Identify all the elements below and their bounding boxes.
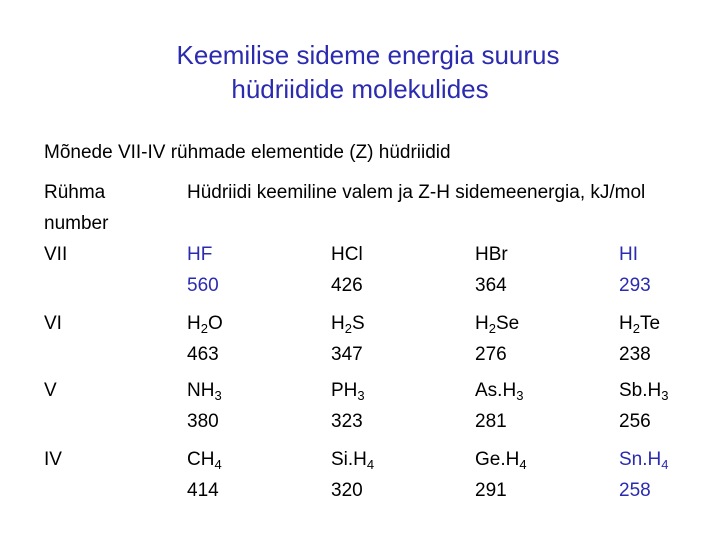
- formula-text: CH: [187, 449, 215, 470]
- hydride-formula: [475, 444, 527, 475]
- formula-subscript: 3: [516, 388, 524, 403]
- formula-text: O: [207, 313, 223, 334]
- bond-energy-value: 463: [187, 344, 219, 365]
- bond-energy-value: 560: [187, 275, 219, 296]
- formula-subscript: 3: [214, 388, 222, 403]
- bond-energy-value: 238: [619, 344, 651, 365]
- hydride-formula: [187, 308, 223, 339]
- group-number-header: [44, 177, 108, 239]
- hydride-formula: [619, 444, 668, 475]
- formula-text: Si.H: [331, 449, 367, 470]
- bond-energy-value: 320: [331, 480, 363, 501]
- bond-energy-value: 276: [475, 344, 507, 365]
- bond-energy-value: 256: [619, 411, 651, 432]
- hydride-formula: [331, 308, 365, 339]
- formula-text: H: [619, 313, 633, 334]
- group-header-line-2: number: [44, 213, 109, 234]
- bond-energy-value: 281: [475, 411, 507, 432]
- formula-text: Sb.H: [619, 380, 662, 401]
- bond-energy-value: 347: [331, 344, 363, 365]
- formula-text: HCl: [331, 244, 363, 265]
- formula-subscript: 2: [632, 321, 640, 336]
- formula-text: H: [331, 313, 345, 334]
- hydride-formula: [475, 239, 508, 270]
- formula-text: HI: [619, 244, 638, 265]
- formula-text: S: [351, 313, 365, 334]
- hydride-formula: [331, 239, 363, 270]
- formula-text: PH: [331, 380, 358, 401]
- bond-energy-value: 323: [331, 411, 363, 432]
- formula-subscript: 4: [661, 457, 669, 472]
- group-number: VII: [44, 244, 68, 265]
- formula-energy-header: Hüdriidi keemiline valem ja Z-H sidemeenergia, kJ/mol: [187, 182, 646, 203]
- title-line-2: hüdriidide molekulides: [231, 74, 489, 104]
- bond-energy-value: 258: [619, 480, 651, 501]
- formula-subscript: 3: [661, 388, 669, 403]
- group-header-line-1: Rühma: [44, 182, 106, 203]
- bond-energy-value: 414: [187, 480, 219, 501]
- group-number: V: [44, 380, 57, 401]
- bond-energy-value: 380: [187, 411, 219, 432]
- formula-text: HF: [187, 244, 213, 265]
- formula-subscript: 2: [344, 321, 352, 336]
- group-number: IV: [44, 449, 62, 470]
- hydride-formula: [331, 375, 365, 406]
- bond-energy-value: 291: [475, 480, 507, 501]
- formula-text: As.H: [475, 380, 517, 401]
- title-line-1: Keemilise sideme energia suurus: [176, 40, 560, 70]
- hydride-formula: [187, 375, 222, 406]
- formula-subscript: 4: [519, 457, 527, 472]
- bond-energy-value: 364: [475, 275, 507, 296]
- formula-text: Ge.H: [475, 449, 520, 470]
- formula-text: H: [475, 313, 489, 334]
- group-number: VI: [44, 313, 62, 334]
- bond-energy-value: 293: [619, 275, 651, 296]
- formula-text: NH: [187, 380, 215, 401]
- formula-subscript: 2: [200, 321, 208, 336]
- hydride-formula: [475, 308, 519, 339]
- hydride-formula: [619, 239, 638, 270]
- formula-subscript: 4: [214, 457, 222, 472]
- formula-text: HBr: [475, 244, 508, 265]
- subtitle: Mõnede VII-IV rühmade elementide (Z) hüdriidid: [44, 142, 451, 163]
- hydride-formula: [331, 444, 374, 475]
- hydride-formula: [619, 308, 660, 339]
- hydride-formula: [475, 375, 523, 406]
- hydride-formula: [187, 444, 222, 475]
- hydride-formula: [187, 239, 212, 270]
- formula-subscript: 3: [357, 388, 365, 403]
- formula-text: Sn.H: [619, 449, 662, 470]
- formula-subscript: 4: [366, 457, 375, 472]
- formula-text: Se: [495, 313, 520, 334]
- formula-subscript: 2: [488, 321, 496, 336]
- formula-text: Te: [639, 313, 661, 334]
- hydride-formula: [619, 375, 668, 406]
- bond-energy-value: 426: [331, 275, 363, 296]
- formula-text: H: [187, 313, 201, 334]
